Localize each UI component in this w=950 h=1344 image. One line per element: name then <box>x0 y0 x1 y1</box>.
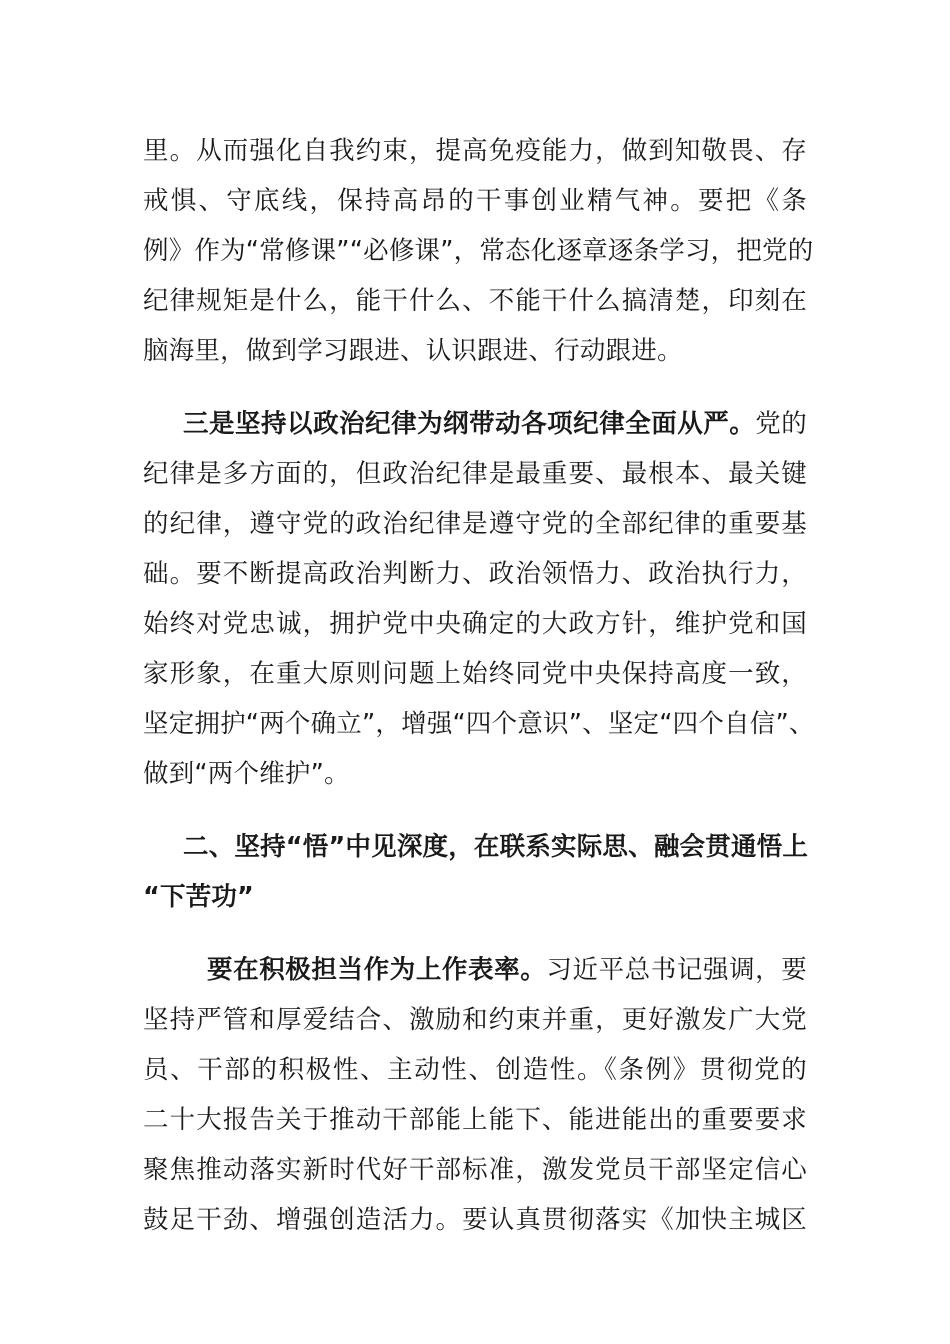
text-line: 坚持严管和厚爱结合、激励和约束并重，更好激发广大党 <box>143 1005 807 1035</box>
text-line: 纪律是多方面的，但政治纪律是最重要、最根本、最关键 <box>143 459 807 489</box>
text-line: 始终对党忠诚，拥护党中央确定的大政方针，维护党和国 <box>143 609 807 639</box>
paragraph-1 <box>143 126 814 376</box>
bold-lead: 要在积极担当作为上作表率。 <box>207 955 547 985</box>
lead-rest: 习近平总书记强调，要 <box>546 955 807 985</box>
section-heading <box>143 822 807 922</box>
text-line: 础。要不断提高政治判断力、政治领悟力、政治执行力， <box>143 559 807 589</box>
lead-rest: 党的 <box>755 409 807 439</box>
text-line: 做到“两个维护”。 <box>143 759 350 789</box>
text-line: 里。从而强化自我约束，提高免疫能力，做到知敬畏、存 <box>143 136 807 166</box>
text-line: 聚焦推动落实新时代好干部标准，激发党员干部坚定信心 <box>143 1155 807 1185</box>
text-line: 二十大报告关于推动干部能上能下、能进能出的重要要求 <box>143 1105 807 1135</box>
text-line: 例》作为“常修课”“必修课”，常态化逐章逐条学习，把党的 <box>143 236 814 266</box>
paragraph-2 <box>143 399 815 799</box>
text-line: 员、干部的积极性、主动性、创造性。《条例》贯彻党的 <box>143 1055 807 1085</box>
text-line-lead <box>143 945 807 995</box>
text-line: 纪律规矩是什么，能干什么、不能干什么搞清楚，印刻在 <box>143 286 807 316</box>
heading-line: “下苦功” <box>143 882 255 912</box>
text-line: 脑海里，做到学习跟进、认识跟进、行动跟进。 <box>143 336 683 366</box>
text-line: 家形象，在重大原则问题上始终同党中央保持高度一致， <box>143 659 807 689</box>
text-line: 鼓足干劲、增强创造活力。要认真贯彻落实《加快主城区 <box>143 1205 807 1235</box>
text-line: 的纪律，遵守党的政治纪律是遵守党的全部纪律的重要基 <box>143 509 807 539</box>
document-page <box>143 126 815 1245</box>
text-line: 坚定拥护“两个确立”，增强“四个意识”、坚定“四个自信”、 <box>143 709 815 739</box>
text-line: 戒惧、守底线，保持高昂的干事创业精气神。要把《条 <box>143 186 807 216</box>
bold-lead: 三是坚持以政治纪律为纲带动各项纪律全面从严。 <box>183 409 756 439</box>
text-line-lead <box>143 399 807 449</box>
heading-line: 二、坚持“悟”中见深度，在联系实际思、融会贯通悟上 <box>183 832 809 862</box>
paragraph-4 <box>143 945 807 1245</box>
